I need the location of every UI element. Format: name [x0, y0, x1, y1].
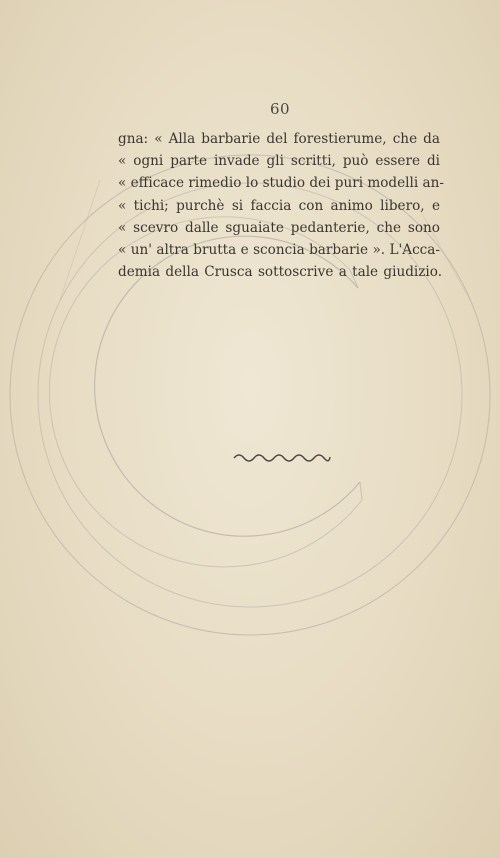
text-line: gna: « Alla barbarie del forestierume, che da	[118, 131, 440, 147]
wavy-ornament-icon	[232, 452, 332, 466]
text-line: « tichi; purchè si faccia con animo libero, e	[118, 197, 440, 214]
text-line: « un' altra brutta e sconcia barbarie ». L'Acca-	[118, 241, 440, 258]
text-line: « scevro dalle sguaiate pedanterie, che sono	[118, 219, 440, 236]
body-text	[118, 128, 444, 283]
text-line: « efficace rimedio lo studio dei puri modelli an-	[118, 175, 444, 192]
text-line: « ogni parte invade gli scritti, può essere di	[118, 153, 440, 170]
text-line: demia della Crusca sottoscrive a tale giudizio.	[118, 264, 443, 281]
page-number: 60	[269, 100, 291, 118]
